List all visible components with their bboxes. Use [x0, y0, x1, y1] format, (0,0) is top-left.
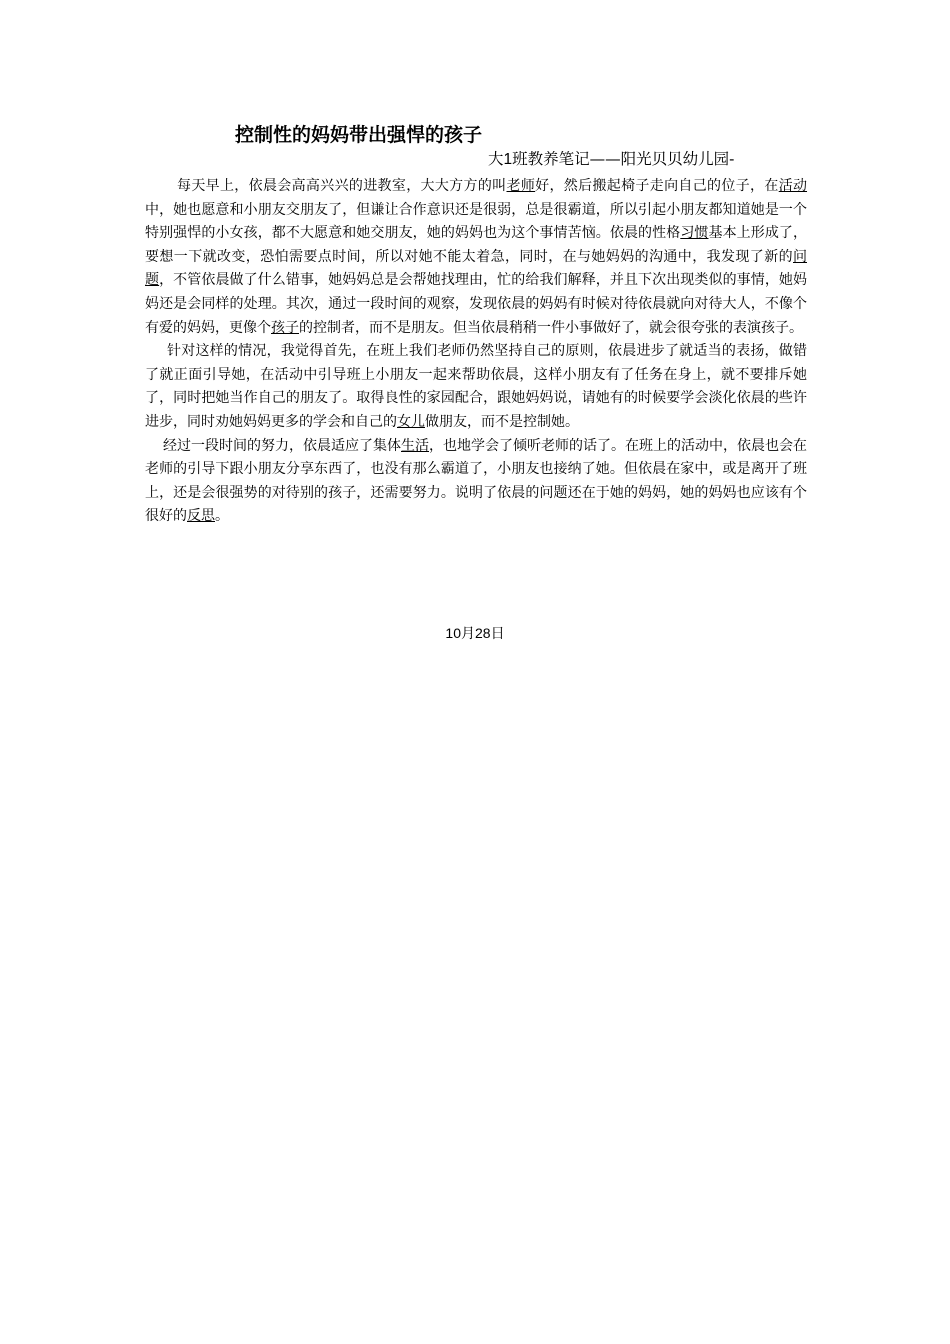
date-month-label: 月 [461, 626, 475, 642]
paragraph-text: 每天早上，依晨会高高兴兴的进教室，大大方方的叫 [177, 178, 507, 194]
document-subtitle [488, 148, 734, 171]
paragraph-text: 经过一段时间的努力，依晨适应了集体 [163, 437, 401, 454]
paragraph-text: 。 [215, 508, 229, 525]
underlined-keyword: 孩子 [271, 319, 299, 336]
paragraph-text: 针对这样的情况，我觉得首先，在班上我们老师仍然坚持自己的原则，依晨进步了就适当的表扬，做错了就正面引导她，在活动中引导班上小朋友一起来帮助依晨，这样小朋友有了任务在身上，就不要排斥她了，同时把她当作自己的朋友了。取得良性的家园配合，跟她妈妈说，请她有的时候要学会淡化依晨的些许进步，同时劝她妈妈更多的学会和自己的 [145, 343, 807, 430]
document-body [145, 175, 807, 529]
paragraph-text: 的控制者，而不是朋友。但当依晨稍稍一件小事做好了，就会很夸张的表演孩子。 [299, 319, 803, 336]
paragraph-2 [145, 340, 807, 434]
paragraph-text: ，不管依晨做了什么错事，她妈妈总是会帮她找理由，忙的给我们解释，并且下次出现类似的事情，她妈妈还是会同样的处理。其次，通过一段时间的观察，发现依晨的妈妈有时候对待依晨就向对待大人，不像个有爱的妈妈，更像个 [145, 272, 808, 336]
paragraph-text: 中，她也愿意和小朋友交朋友了，但谦让合作意识还是很弱，总是很霸道，所以引起小朋友都知道她是一个特别强悍的小女孩，都不大愿意和她交朋友，她的妈妈也为这个事情苦恼。依晨的性格 [145, 201, 807, 242]
underlined-keyword: 问题 [145, 248, 807, 289]
date-day-number: 28 [475, 625, 491, 641]
underlined-keyword: 老师 [506, 178, 536, 194]
underlined-keyword: 活动 [778, 178, 808, 194]
subtitle-post: 班教养笔记——阳光贝贝幼儿园- [512, 150, 735, 168]
document-title: 控制性的妈妈带出强悍的孩子 [235, 124, 483, 146]
date-day-label: 日 [490, 626, 505, 642]
paragraph-text: 好，然后搬起椅子走向自己的位子，在 [535, 178, 779, 194]
paragraph-1 [145, 175, 807, 340]
paragraph-text: 基本上形成了，要想一下就改变，恐怕需要点时间，所以对她不能太着急，同时，在与她妈妈的沟通中，我发现了新的 [145, 225, 808, 265]
paragraph-text: ，也地学会了倾听老师的话了。在班上的活动中，依晨也会在老师的引导下跟小朋友分享东西了，也没有那么霸道了，小朋友也接纳了她。但依晨在家中，或是离开了班上，还是会很强势的对待别的孩子，还需要努力。说明了依晨的问题还在于她的妈妈，她的妈妈也应该有个很好的 [145, 437, 807, 525]
underlined-keyword: 生活 [401, 437, 429, 454]
underlined-keyword: 女儿 [397, 413, 425, 430]
document-date [0, 622, 950, 645]
subtitle-pre: 大 [488, 150, 504, 168]
subtitle-class-number: 1 [503, 151, 513, 168]
paragraph-3 [145, 435, 807, 529]
underlined-keyword: 习惯 [680, 225, 709, 242]
date-month-number: 10 [445, 625, 461, 641]
underlined-keyword: 反思 [187, 508, 215, 525]
paragraph-text: 做朋友，而不是控制她。 [425, 413, 579, 430]
